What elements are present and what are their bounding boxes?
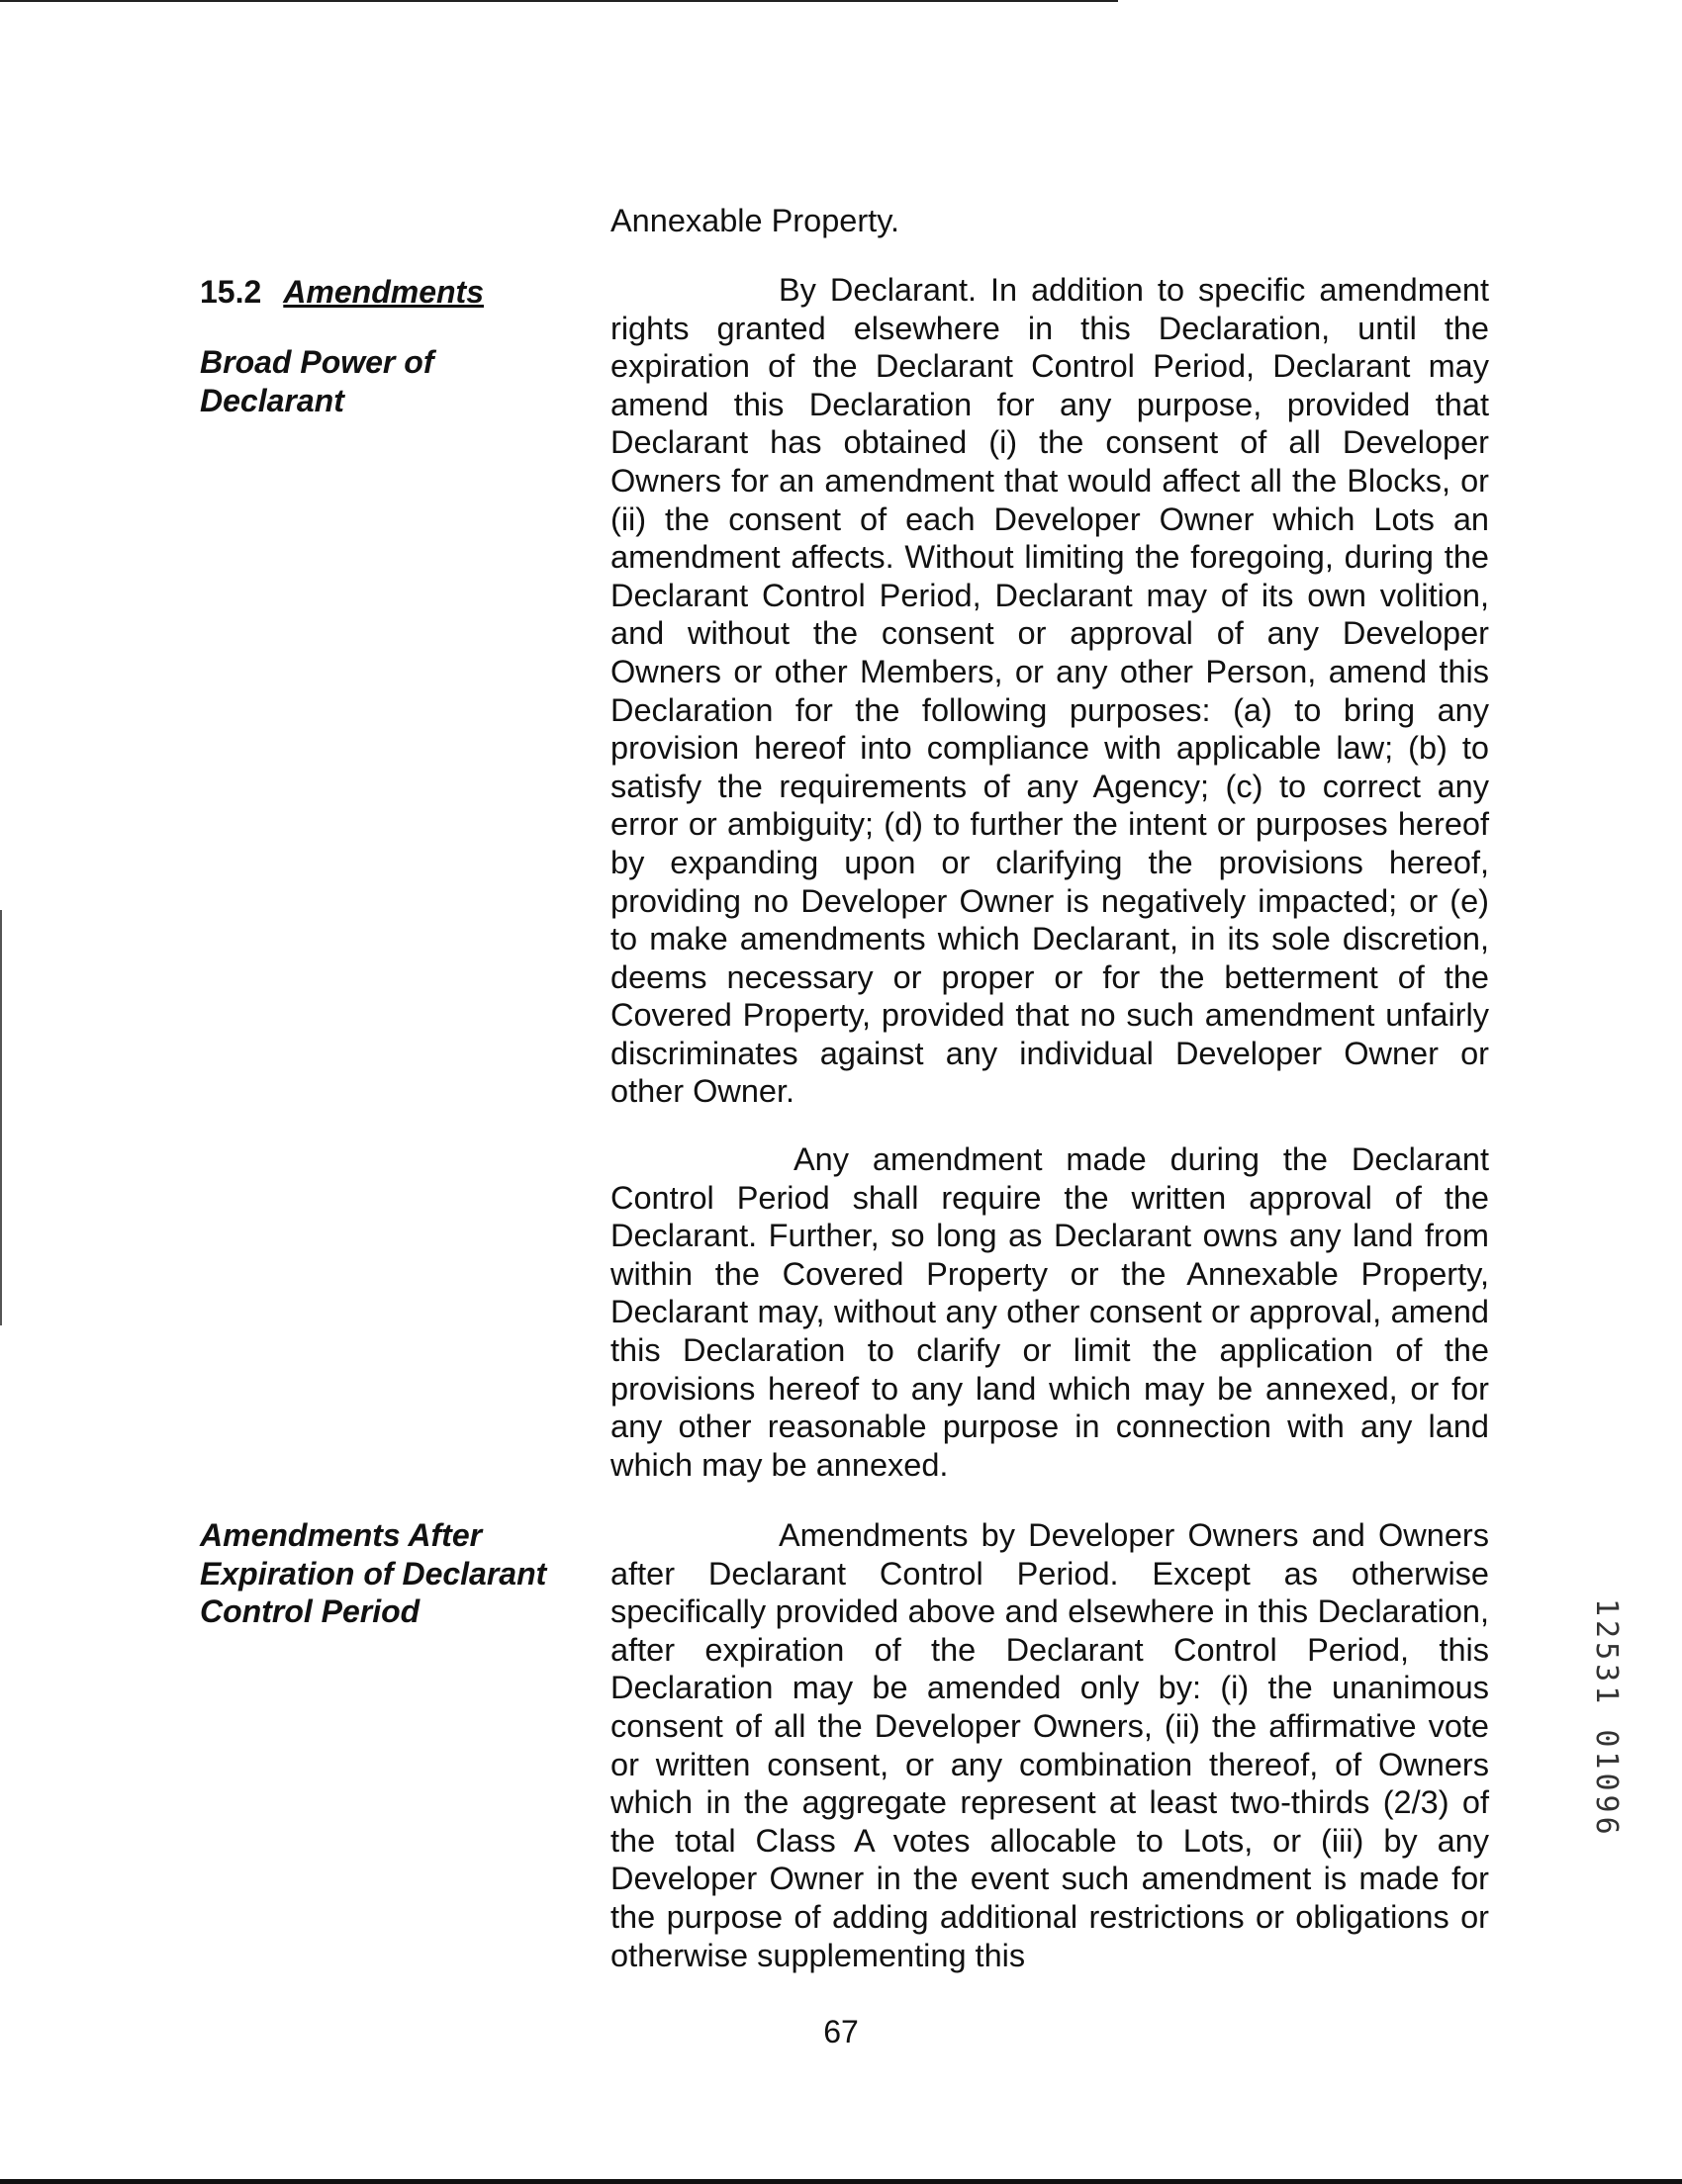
margin-heading-broad-power: Broad Power of Declarant (200, 344, 434, 418)
scan-border-bottom (0, 2179, 1682, 2184)
section-number: 15.2 (200, 274, 262, 310)
section-heading (200, 273, 484, 312)
paragraph-any-amendment: Any amendment made during the Declarant Control Period shall require the written approval of the Declarant. Further, so long as Declarant owns any land from within the Covered Property or the Annexable Property, Declarant may, without any other consent or approval, amend this Declaration to clarify or limit the application of the provisions hereof to any land which may be annexed, or for any other reasonable purpose in connection with any land which may be annexed. (610, 1141, 1489, 1483)
continued-text-line: Annexable Property. (610, 203, 900, 238)
scan-border-top (0, 0, 1118, 2)
section-title: Amendments (283, 274, 484, 310)
paragraph-by-declarant: By Declarant. In addition to specific amendment rights granted elsewhere in this Declaration, until the expiration of the Declarant Control Period, Declarant may amend this Declaration for any purpose, provided that Declarant has obtained (i) the consent of all Developer Owners for an amendment that would affect all the Blocks, or (ii) the consent of each Developer Owner which Lots an amendment affects. Without limiting the foregoing, during the Declarant Control Period, Declarant may of its own volition, and without the consent or approval of any Developer Owners or other Members, or any other Person, amend this Declaration for the following purposes: (a) to bring any provision hereof into compliance with applicable law; (b) to satisfy the requirements of any Agency; (c) to correct any error or ambiguity; (d) to further the intent or purposes hereof by expanding upon or clarifying the provisions hereof, providing no Developer Owner is negatively impacted; or (e) to make amendments which Declarant, in its sole discretion, deems necessary or proper or for the betterment of the Covered Property, provided that no such amendment unfairly discriminates against any individual Developer Owner or other Owner. (610, 272, 1489, 1110)
scan-border-left (0, 910, 2, 1325)
page-number: 67 (823, 2014, 859, 2049)
margin-heading-after-expiration: Amendments After Expiration of Declarant Control Period (200, 1517, 547, 1630)
paragraph-after-control-period: Amendments by Developer Owners and Owners after Declarant Control Period. Except as otherwise specifically provided above and elsewhere in this Declaration, after expiration of the Declarant Control Period, this Declaration may be amended only by: (i) the unanimous consent of all the Developer Owners, (ii) the affirmative vote or written consent, or any combination thereof, of Owners which in the aggregate represent at least two-thirds (2/3) of the total Class A votes allocable to Lots, or (iii) by any Developer Owner in the event such amendment is made for the purpose of adding additional restrictions or obligations or otherwise supplementing this (610, 1517, 1489, 1973)
recording-stamp: 12531 01096 (1589, 1598, 1624, 1839)
